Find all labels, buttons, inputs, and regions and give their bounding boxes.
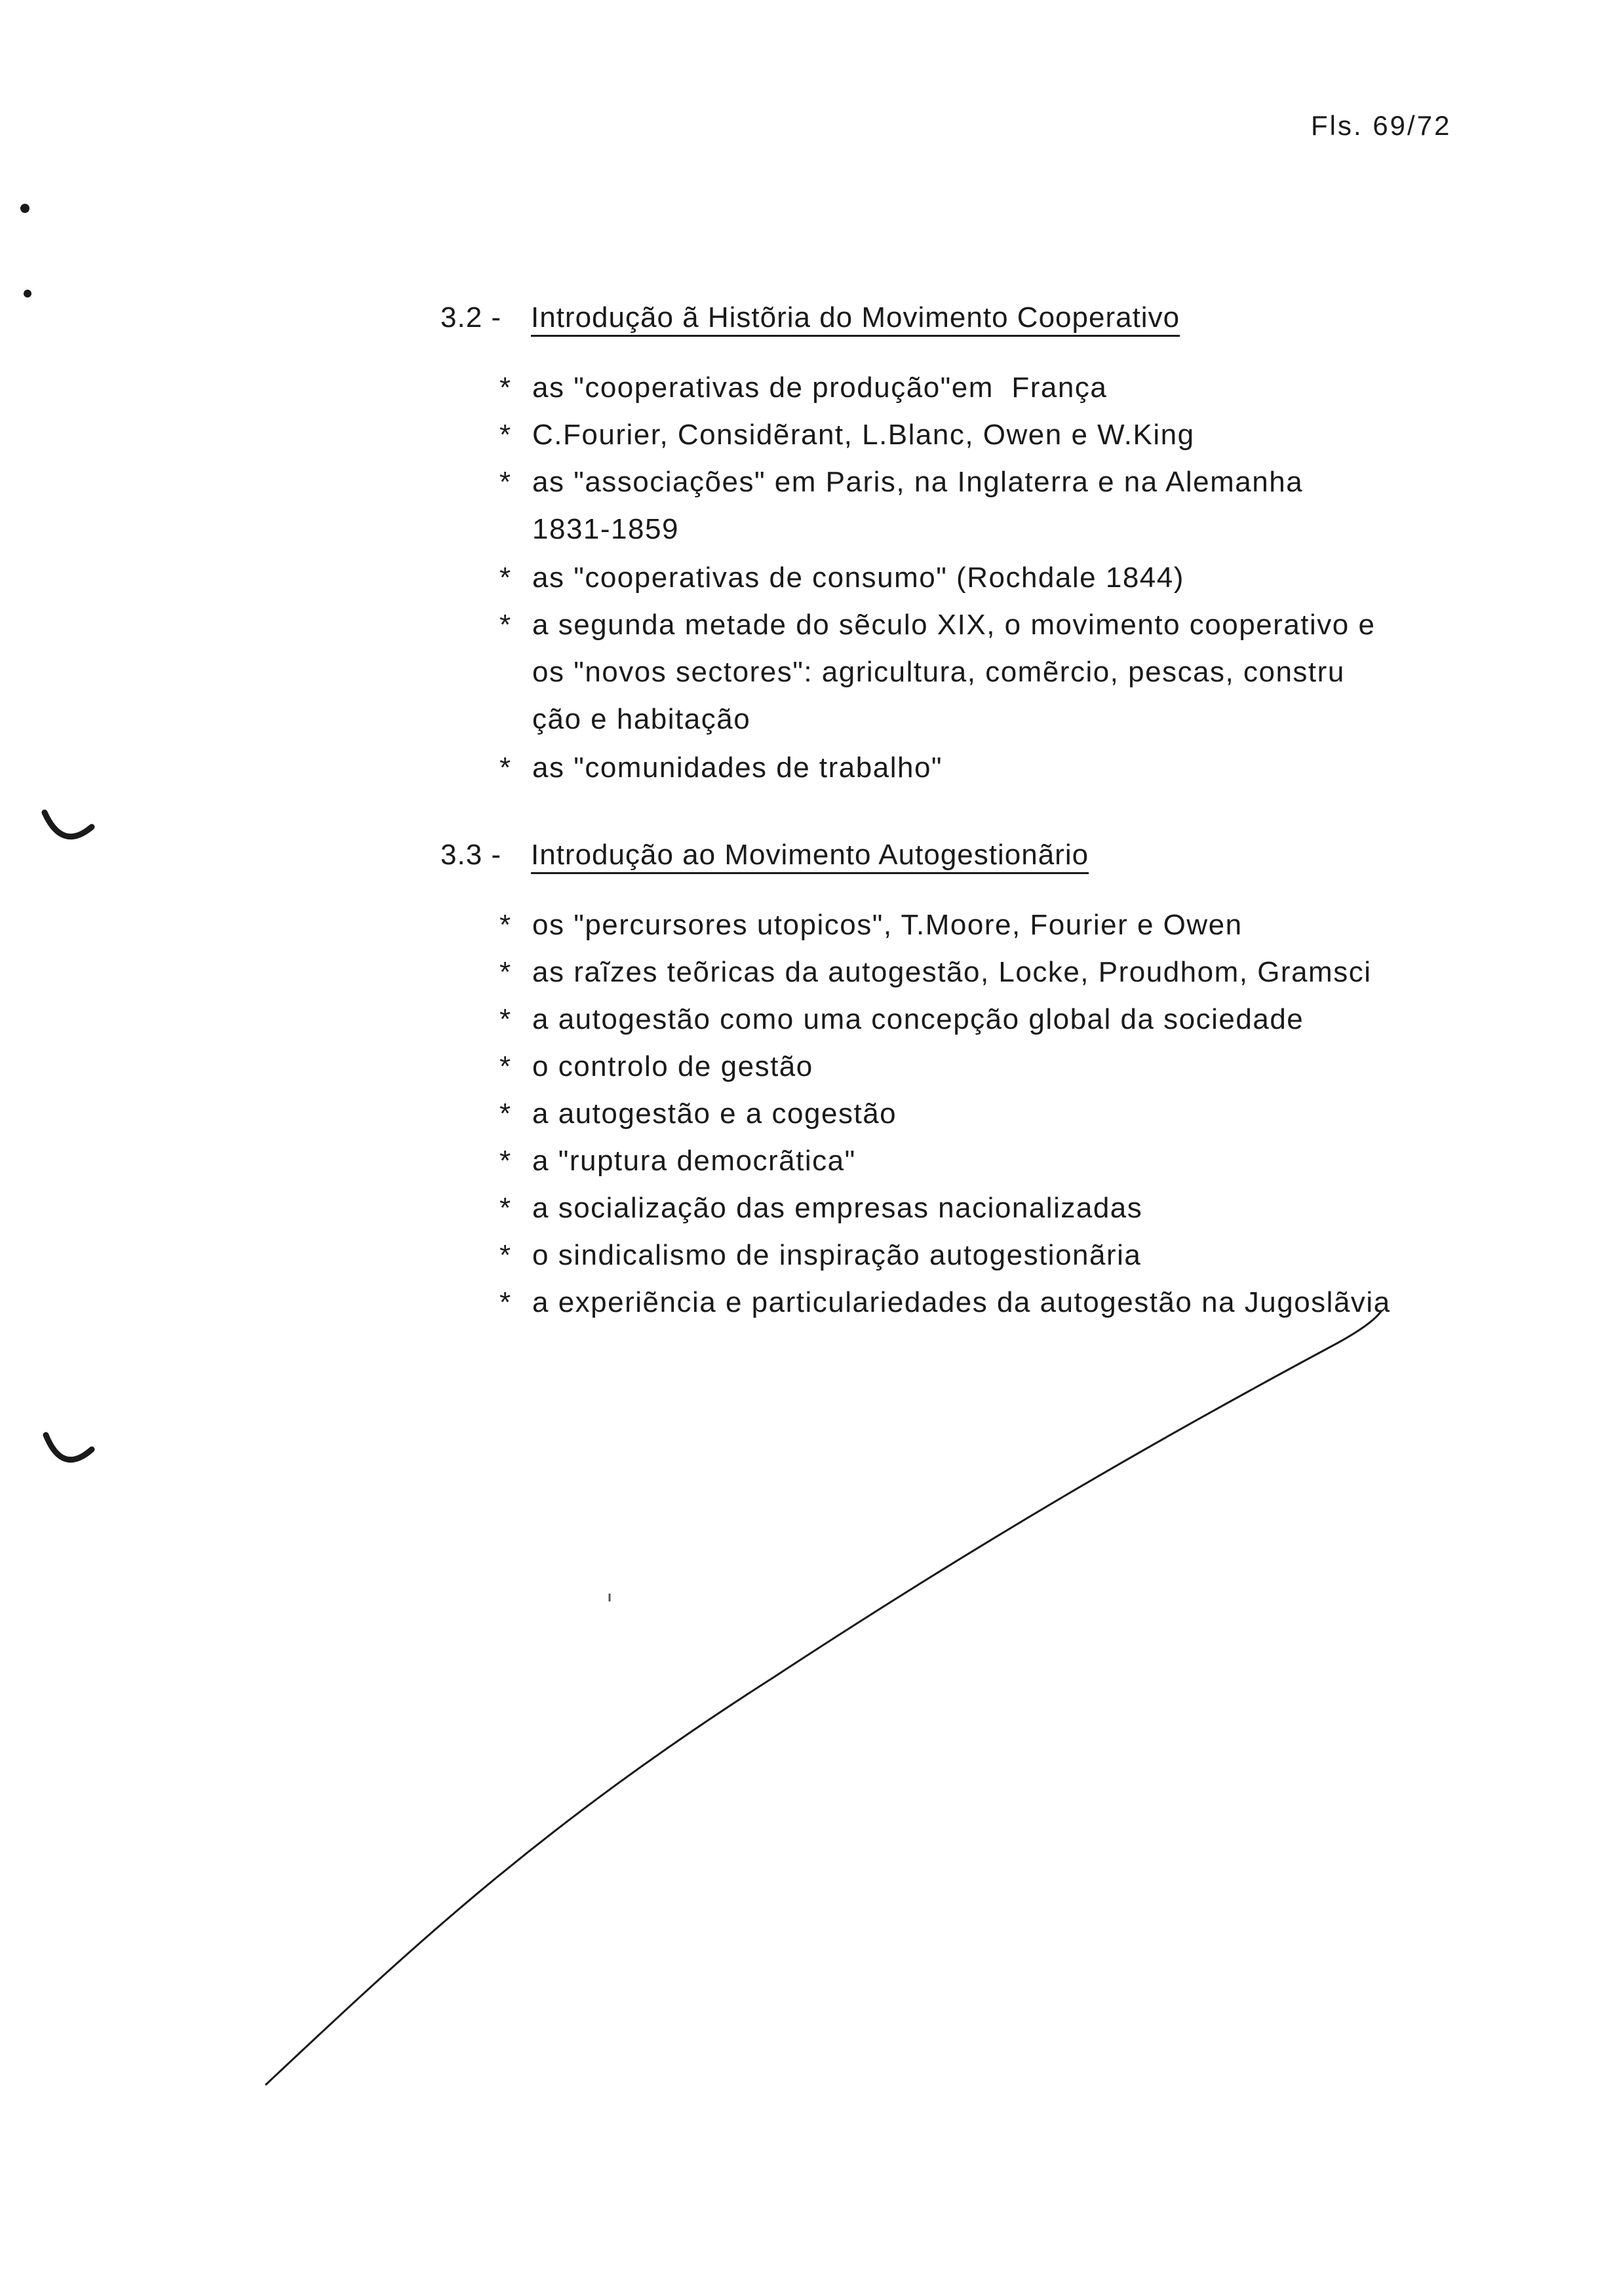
clip-mark — [46, 1435, 92, 1460]
section-heading — [440, 301, 1180, 334]
item-line: o sindicalismo de inspiração autogestionãria — [532, 1239, 1142, 1271]
bullet-star: * — [499, 1192, 512, 1224]
item-line: a autogestão como uma concepção global da sociedade — [532, 1003, 1304, 1035]
page-folio: Fls. 69/72 — [1311, 110, 1452, 141]
bullet-star: * — [499, 1239, 512, 1271]
section-number: 3.2 - — [440, 301, 502, 334]
item-line: a experiẽncia e particulariedades da autogestão na Jugoslãvia — [532, 1286, 1391, 1318]
item-line: o controlo de gestão — [532, 1050, 813, 1082]
item-line: as "cooperativas de consumo" (Rochdale 1844) — [532, 562, 1184, 594]
bullet-star: * — [499, 909, 512, 941]
binding-dot — [24, 290, 31, 297]
item-line: as raĩzes teõricas da autogestão, Locke, Proudhom, Gramsci — [532, 956, 1372, 988]
section-title: Introdução ã Histõria do Movimento Cooperativo — [531, 301, 1180, 334]
bullet-star: * — [499, 419, 512, 451]
bullet-star: * — [499, 1098, 512, 1130]
item-line: ção e habitação — [532, 703, 751, 735]
item-line: as "associações" em Paris, na Inglaterra e na Alemanha — [532, 466, 1304, 498]
cancel-stroke — [265, 1311, 1382, 2085]
item-line: os "percursores utopicos", T.Moore, Fourier e Owen — [532, 909, 1243, 941]
section-title: Introdução ao Movimento Autogestionãrio — [531, 839, 1089, 871]
item-line: a autogestão e a cogestão — [532, 1098, 897, 1130]
bullet-star: * — [499, 1145, 512, 1177]
bullet-star: * — [499, 1050, 512, 1082]
bullet-star: * — [499, 466, 512, 498]
item-line: C.Fourier, Considẽrant, L.Blanc, Owen e W.King — [532, 419, 1195, 451]
item-line: as "comunidades de trabalho" — [532, 752, 943, 784]
item-line: a socialização das empresas nacionalizadas — [532, 1192, 1143, 1224]
bullet-star: * — [499, 1003, 512, 1035]
bullet-star: * — [499, 609, 512, 641]
clip-mark — [45, 813, 92, 837]
item-line: as "cooperativas de produção"em França — [532, 372, 1108, 404]
bullet-star: * — [499, 1286, 512, 1318]
bullet-star: * — [499, 372, 512, 404]
item-line: a segunda metade do sẽculo XIX, o movimento cooperativo e — [532, 609, 1376, 641]
binding-dot — [20, 204, 29, 213]
item-line: os "novos sectores": agricultura, comẽrcio, pescas, constru — [532, 656, 1345, 688]
bullet-star: * — [499, 956, 512, 988]
section-number: 3.3 - — [440, 839, 502, 871]
bullet-star: * — [499, 752, 512, 784]
bullet-star: * — [499, 562, 512, 594]
item-line: a "ruptura democrãtica" — [532, 1145, 856, 1177]
item-line: 1831-1859 — [532, 513, 679, 545]
section-heading — [440, 839, 1089, 871]
